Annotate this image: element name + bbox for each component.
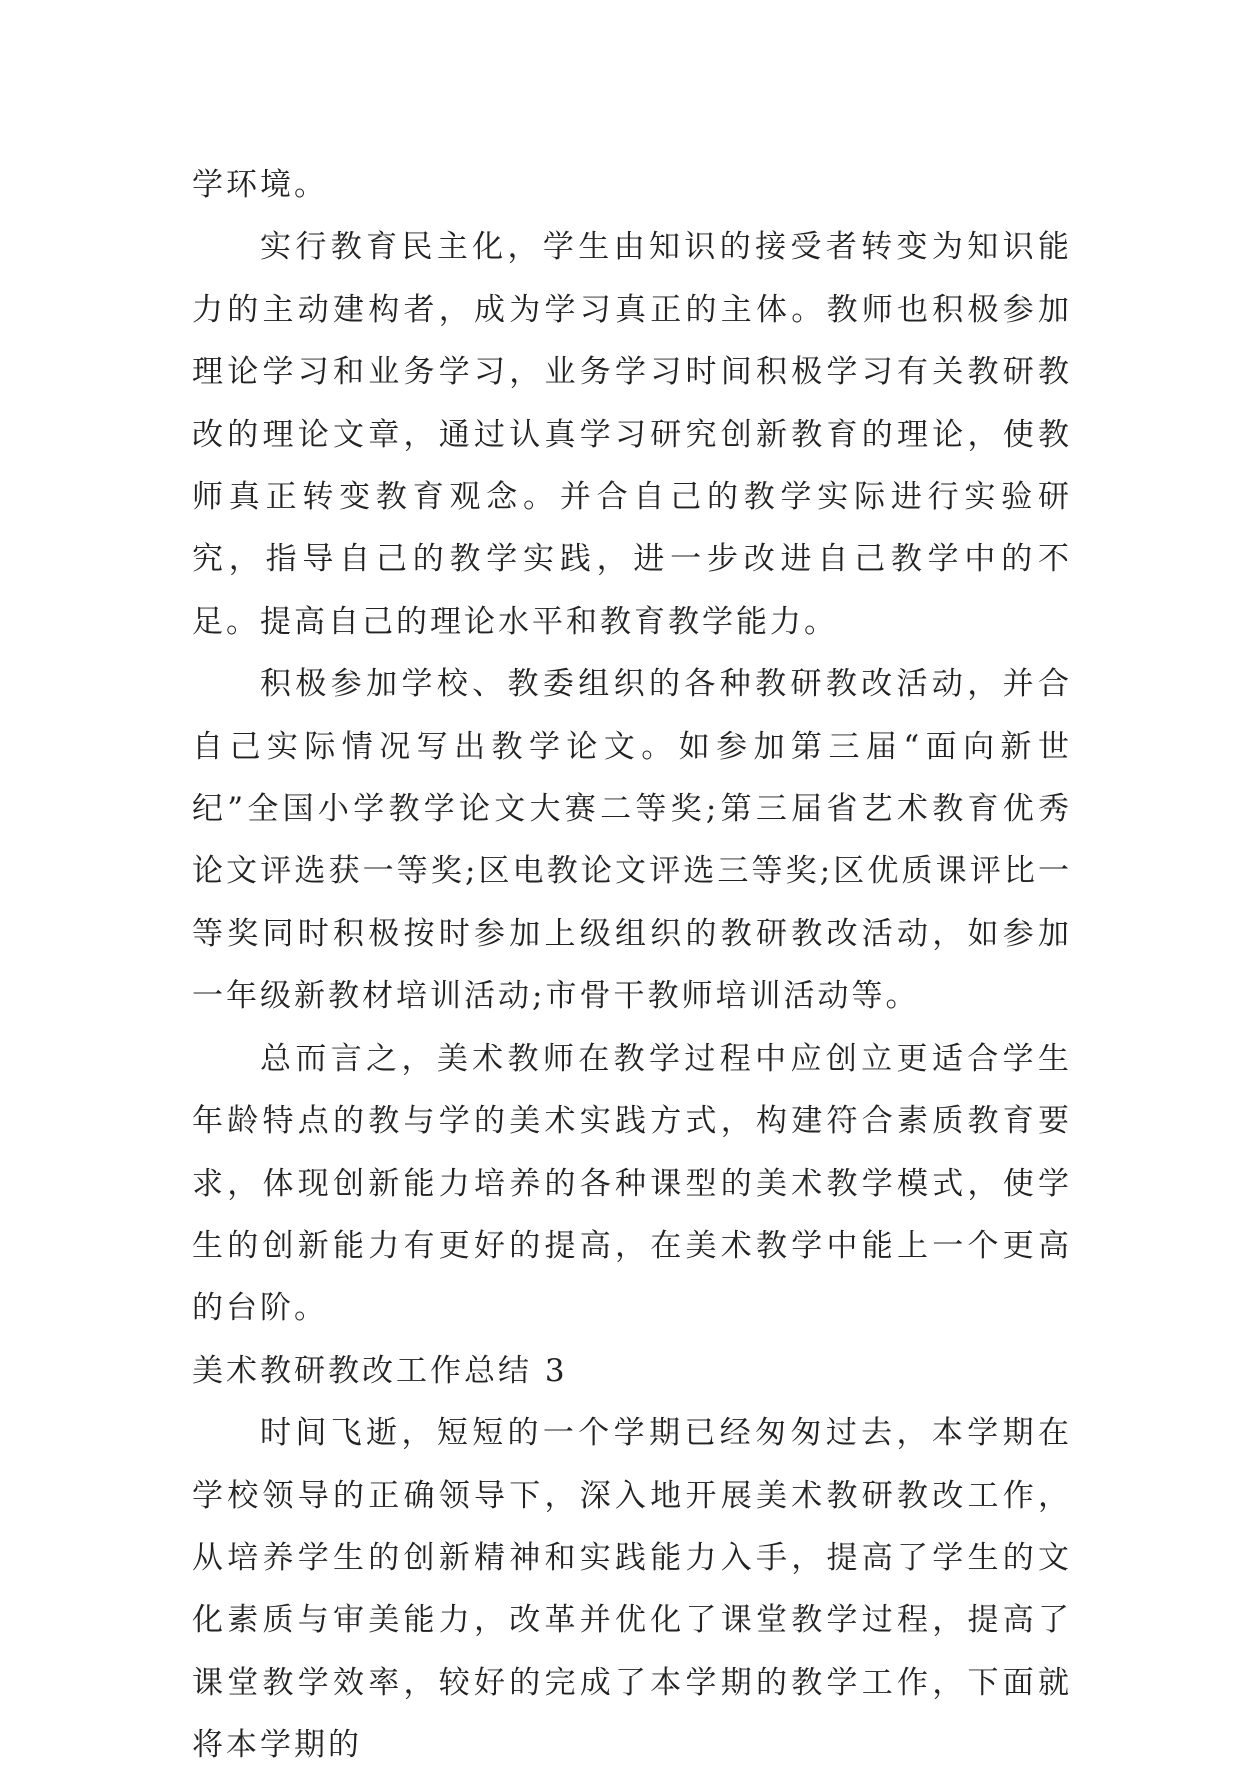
paragraph-semester-summary: 时间飞逝，短短的一个学期已经匆匆过去，本学期在学校领导的正确领导下，深入地开展美术教研教改工作，从培养学生的创新精神和实践能力入手，提高了学生的文化素质与审美能力，改革并优化了课堂教学过程，提高了课堂教学效率，较好的完成了本学期的教学工作，下面就将本学期的 [192,1415,1072,1764]
paragraph-conclusion: 总而言之，美术教师在教学过程中应创立更适合学生年龄特点的教与学的美术实践方式，构建符合素质教育要求，体现创新能力培养的各种课型的美术教学模式，使学生的创新能力有更好的提高，在美术教学中能上一个更高的台阶。 [192,1040,1072,1327]
paragraph-education-democratization: 实行教育民主化，学生由知识的接受者转变为知识能力的主动建构者，成为学习真正的主体。教师也积极参加理论学习和业务学习，业务学习时间积极学习有关教研教改的理论文章，通过认真学习研究创新教育的理论，使教师真正转变教育观念。并合自己的教学实际进行实验研究，指导自己的教学实践，进一步改进自己教学中的不足。提高自己的理论水平和教育教学能力。 [192,229,1072,640]
section-heading: 美术教研教改工作总结 3 [192,1352,568,1389]
paragraph-continuation: 学环境。 [192,167,328,203]
document-body [192,154,1072,1777]
paragraph-teaching-research-activities: 积极参加学校、教委组织的各种教研教改活动，并合自己实际情况写出教学论文。如参加第三届“面向新世纪”全国小学教学论文大赛二等奖;第三届省艺术教育优秀论文评选获一等奖;区电教论文评选三等奖;区优质课评比一等奖同时积极按时参加上级组织的教研教改活动，如参加一年级新教材培训活动;市骨干教师培训活动等。 [192,666,1072,1015]
